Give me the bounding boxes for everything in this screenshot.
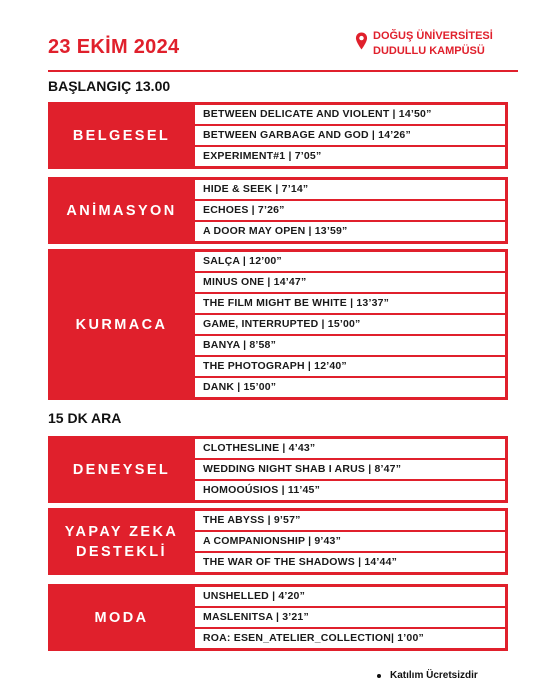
- section-belgesel: [48, 102, 508, 169]
- header-divider: [48, 70, 518, 72]
- category-label: [48, 508, 195, 575]
- category-label: BELGESEL: [72, 127, 171, 144]
- break-label: 15 DK ARA: [48, 410, 122, 426]
- film-list: [195, 180, 505, 241]
- film-list: [195, 439, 505, 500]
- note-text: Katılım Ücretsizdir: [390, 670, 478, 681]
- section-animasyon: [48, 177, 508, 244]
- film-item: WEDDING NIGHT SHAB I ARUS | 8’47”: [195, 460, 505, 479]
- film-list: [195, 587, 505, 648]
- location-line-1: DOĞUŞ ÜNİVERSİTESİ: [373, 30, 493, 42]
- location: [355, 29, 493, 59]
- bullet-icon: [377, 674, 381, 678]
- film-item: THE PHOTOGRAPH | 12’40”: [195, 357, 505, 376]
- film-item: HIDE & SEEK | 7’14”: [195, 180, 505, 199]
- film-item: MINUS ONE | 14’47”: [195, 273, 505, 292]
- film-list: [195, 511, 505, 572]
- location-line-2: DUDULLU KAMPÜSÜ: [373, 45, 485, 57]
- category-label: DENEYSEL: [72, 461, 171, 478]
- category-label-line-2: DESTEKLİ: [76, 543, 167, 560]
- film-item: HOMOOÚSIOS | 11’45”: [195, 481, 505, 500]
- film-item: ROA: ESEN_ATELIER_COLLECTION| 1’00”: [195, 629, 505, 648]
- film-item: EXPERIMENT#1 | 7’05”: [195, 147, 505, 166]
- start-time-label: BAŞLANGIÇ 13.00: [48, 78, 171, 94]
- film-item: BETWEEN DELICATE AND VIOLENT | 14’50”: [195, 105, 505, 124]
- film-item: BETWEEN GARBAGE AND GOD | 14’26”: [195, 126, 505, 145]
- film-item: THE WAR OF THE SHADOWS | 14’44”: [195, 553, 505, 572]
- film-item: GAME, INTERRUPTED | 15’00”: [195, 315, 505, 334]
- section-moda: [48, 584, 508, 651]
- section-kurmaca: [48, 249, 508, 400]
- event-date: 23 EKİM 2024: [48, 36, 180, 58]
- film-item: SALÇA | 12’00”: [195, 252, 505, 271]
- film-item: ECHOES | 7’26”: [195, 201, 505, 220]
- film-item: CLOTHESLINE | 4’43”: [195, 439, 505, 458]
- film-item: THE ABYSS | 9’57”: [195, 511, 505, 530]
- film-list: [195, 252, 505, 397]
- location-pin-icon: [355, 32, 368, 50]
- free-admission-note: [377, 670, 478, 681]
- film-item: A COMPANIONSHIP | 9’43”: [195, 532, 505, 551]
- category-label: MODA: [94, 609, 149, 626]
- section-yapay-zeka-destekli: [48, 508, 508, 575]
- category-label-line-1: YAPAY ZEKA: [64, 523, 179, 540]
- film-list: [195, 105, 505, 166]
- film-item: UNSHELLED | 4’20”: [195, 587, 505, 606]
- category-label: KURMACA: [75, 316, 168, 333]
- film-item: BANYA | 8’58”: [195, 336, 505, 355]
- section-deneysel: [48, 436, 508, 503]
- film-item: DANK | 15’00”: [195, 378, 505, 397]
- film-item: MASLENITSA | 3’21”: [195, 608, 505, 627]
- film-item: A DOOR MAY OPEN | 13’59”: [195, 222, 505, 241]
- film-item: THE FILM MIGHT BE WHITE | 13’37”: [195, 294, 505, 313]
- category-label: ANİMASYON: [66, 202, 177, 219]
